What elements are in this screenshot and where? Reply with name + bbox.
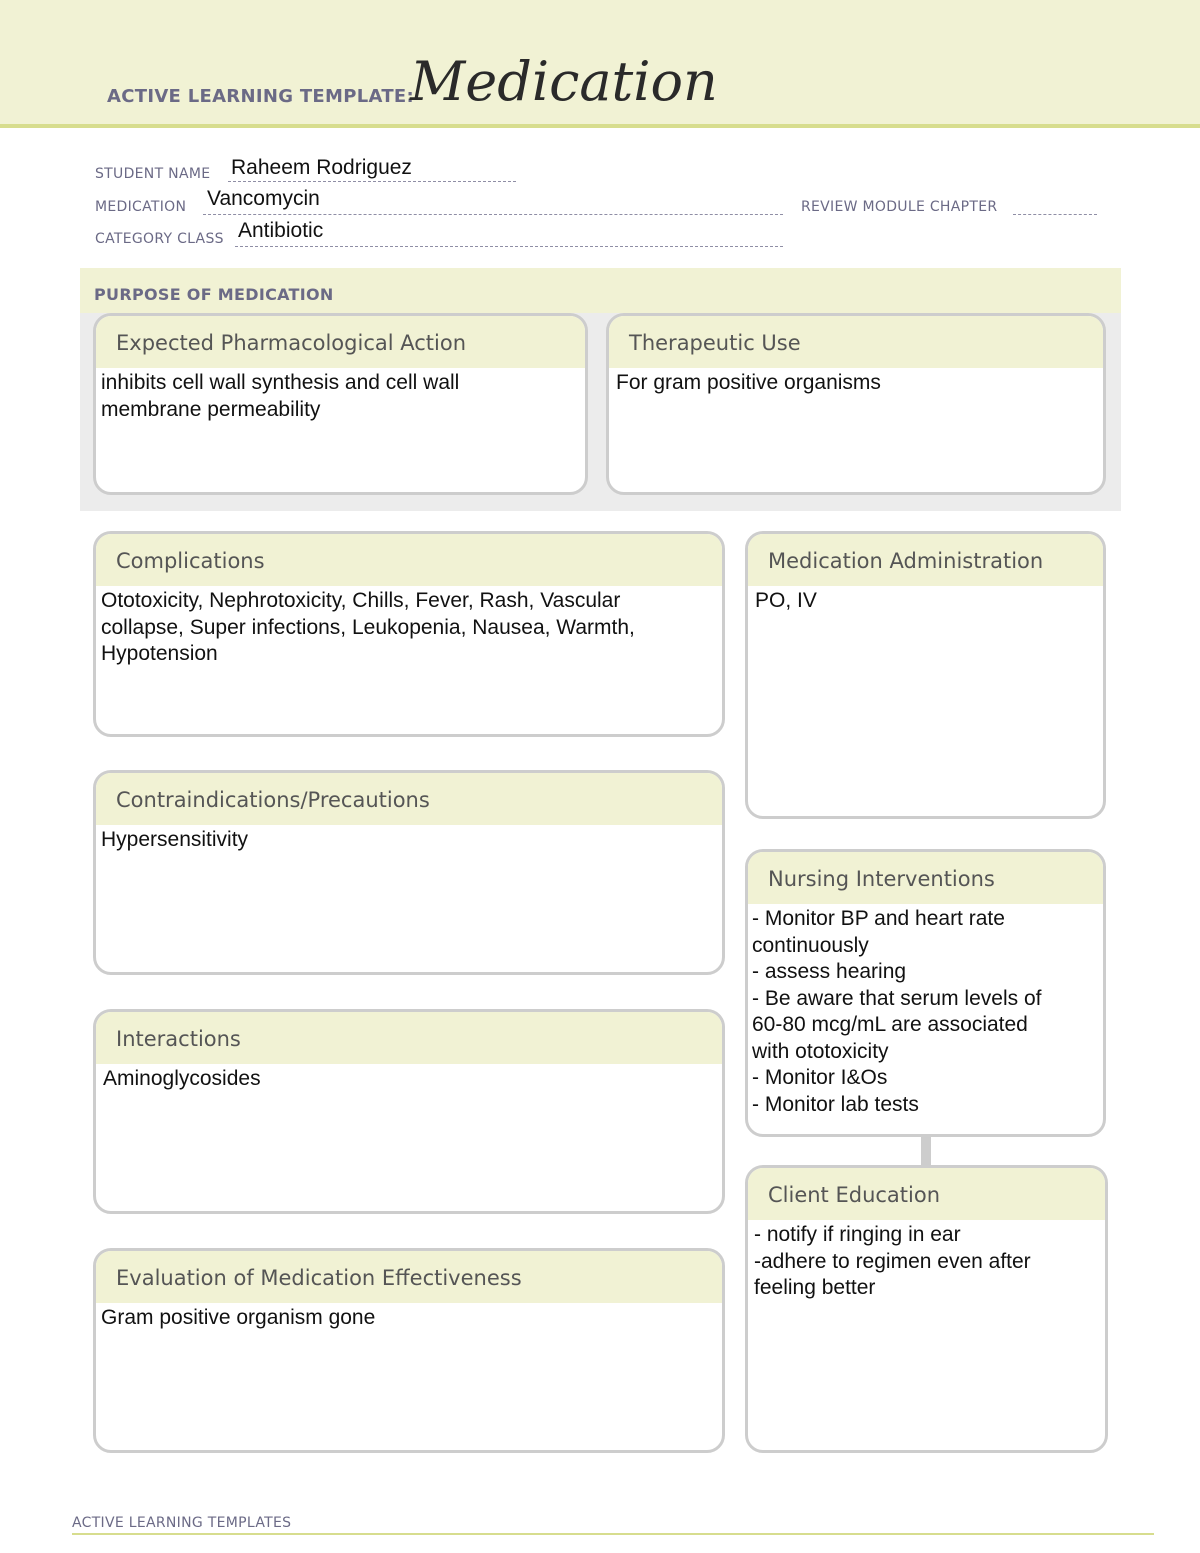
interactions-heading: Interactions	[96, 1012, 722, 1064]
evaluation-text[interactable]: Gram positive organism gone	[101, 1306, 376, 1329]
contraindications-box	[93, 770, 725, 975]
therapeutic-use-text[interactable]: For gram positive organisms	[616, 371, 881, 394]
complications-text[interactable]: Ototoxicity, Nephrotoxicity, Chills, Fever, Rash, Vascular collapse, Super infections, Leukopenia, Nausea, Warmth, Hypotension	[101, 589, 635, 665]
category-class-field[interactable]: Antibiotic	[238, 219, 324, 242]
client-education-heading: Client Education	[748, 1168, 1105, 1220]
therapeutic-use-box	[606, 313, 1106, 495]
medication-field[interactable]: Vancomycin	[207, 187, 320, 210]
template-label: ACTIVE LEARNING TEMPLATE:	[107, 86, 414, 107]
expected-action-box	[93, 313, 588, 495]
box-connector	[921, 1134, 931, 1166]
complications-heading: Complications	[96, 534, 722, 586]
expected-action-text[interactable]: inhibits cell wall synthesis and cell wall membrane permeability	[101, 371, 460, 421]
expected-action-heading: Expected Pharmacological Action	[96, 316, 585, 368]
student-name-line	[228, 181, 516, 182]
client-education-box	[745, 1165, 1108, 1453]
complications-box	[93, 531, 725, 737]
review-module-chapter-label: REVIEW MODULE CHAPTER	[801, 199, 998, 215]
nursing-interventions-text[interactable]: - Monitor BP and heart rate continuously - assess hearing - Be aware that serum levels of 60-80 mcg/mL are associated with ototoxicity - Monitor I&Os - Monitor lab tests	[752, 907, 1042, 1116]
category-class-line	[235, 246, 783, 247]
client-education-text[interactable]: - notify if ringing in ear -adhere to regimen even after feeling better	[754, 1223, 1031, 1299]
interactions-box	[93, 1009, 725, 1214]
contraindications-text[interactable]: Hypersensitivity	[101, 828, 249, 851]
review-module-chapter-line	[1013, 214, 1097, 215]
medication-administration-heading: Medication Administration	[748, 534, 1103, 586]
footer-divider	[72, 1533, 1154, 1535]
student-name-label: STUDENT NAME	[95, 166, 211, 182]
student-name-field[interactable]: Raheem Rodriguez	[231, 156, 412, 179]
contraindications-heading: Contraindications/Precautions	[96, 773, 722, 825]
interactions-text[interactable]: Aminoglycosides	[103, 1067, 261, 1090]
nursing-interventions-box	[745, 849, 1106, 1137]
medication-administration-box	[745, 531, 1106, 819]
evaluation-box	[93, 1248, 725, 1453]
therapeutic-use-heading: Therapeutic Use	[609, 316, 1103, 368]
medication-label: MEDICATION	[95, 199, 187, 215]
category-class-label: CATEGORY CLASS	[95, 231, 224, 247]
medication-line	[203, 214, 783, 215]
page-title: Medication	[410, 50, 718, 113]
evaluation-heading: Evaluation of Medication Effectiveness	[96, 1251, 722, 1303]
purpose-title: PURPOSE OF MEDICATION	[94, 285, 334, 304]
medication-administration-text[interactable]: PO, IV	[755, 589, 817, 612]
footer-text: ACTIVE LEARNING TEMPLATES	[72, 1515, 292, 1531]
nursing-interventions-heading: Nursing Interventions	[748, 852, 1103, 904]
